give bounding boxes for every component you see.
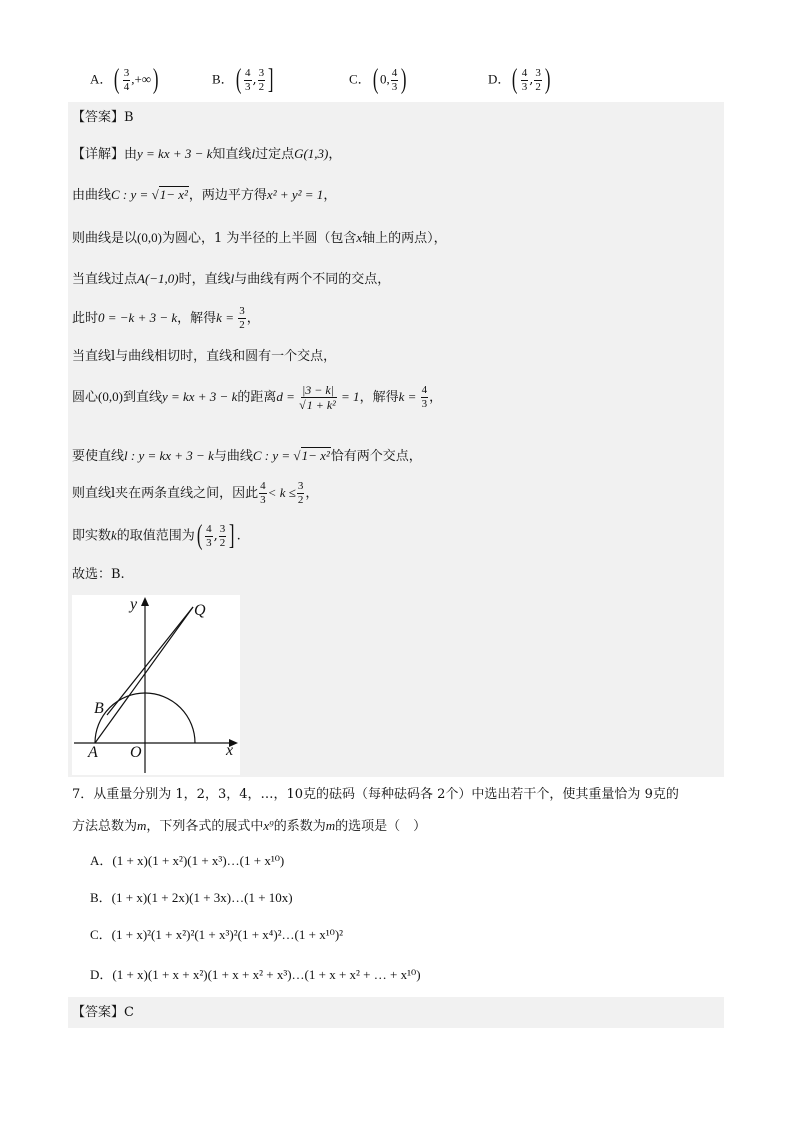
q7-stem-2: 方法总数为m，下列各式的展式中x⁹的系数为m的选项是（ ） [72,818,427,834]
line-aq [95,607,193,743]
point-q-label: Q [194,602,206,619]
option-c: C．( 0, $\frac{4}{3}$ ) [349,64,407,95]
origin-label: O [130,744,142,761]
detail-line-7: 圆心(0,0)到直线y = kx + 3 − k的距离d = $\frac{|3 - k|}{\text{√1 + k²}}$ = 1，解得k = $\frac{4}{3}$ ， [72,383,443,412]
answer-6: 【答案】B [72,110,134,125]
q7-stem-1: 7．从重量分别为 1，2，3，4，…，10克的砝码（每种砝码各 2个）中选出若干个，使其重量恰为 9克的 [72,787,679,802]
y-axis-label: y [130,596,138,613]
detail-line-8: 要使直线l : y = kx + 3 − k与曲线C : y = √1− x²恰有两个交点， [72,448,422,464]
detail-line-9: 则直线l夹在两条直线之间，因此 $\frac{4}{3}$ < k ≤ $\frac{3}{2}$ ， [72,480,319,506]
conclusion: 故选：B. [72,567,125,582]
detail-line-5: 此时0 = −k + 3 − k，解得k = $\frac{3}{2}$ ， [72,305,260,331]
answer7-background [68,997,724,1028]
q7-option-c: C．(1 + x)²(1 + x²)²(1 + x³)²(1 + x⁴)²…(1 + x¹⁰)² [90,927,344,942]
point-a-label: A [88,744,98,761]
option-d: D．( $\frac{4}{3}$ , $\frac{3}{2}$ ) [488,64,551,95]
detail-line-6: 当直线l与曲线相切时，直线和圆有一个交点， [72,349,337,364]
option-b: B．( $\frac{4}{3}$ , $\frac{3}{2}$ ] [212,64,274,95]
x-axis-label: x [226,742,234,759]
point-b-label: B [94,700,104,717]
detail-line-1: 【详解】由y = kx + 3 − k知直线l过定点G(1,3)， [72,146,342,162]
detail-line-4: 当直线过点A(−1,0)时，直线l与曲线有两个不同的交点， [72,271,391,287]
y-axis-arrow [141,597,149,606]
detail-line-2: 由曲线C : y = √1− x²，两边平方得x² + y² = 1， [72,187,337,203]
line-bq [107,607,193,715]
geometry-figure [72,595,240,775]
detail-line-10: 即实数k的取值范围为( $\frac{4}{3}$ , $\frac{3}{2}$ ] . [72,520,241,551]
q7-option-b: B．(1 + x)(1 + 2x)(1 + 3x)…(1 + 10x) [90,890,293,905]
answer-7: 【答案】C [72,1005,134,1020]
detail-line-3: 则曲线是以(0,0)为圆心，1 为半径的上半圆（包含x轴上的两点）， [72,230,447,246]
figure-panel [72,595,240,775]
q7-option-a: A．(1 + x)(1 + x²)(1 + x³)…(1 + x¹⁰) [90,853,285,868]
option-a: A．( $\frac{3}{4}$ ,+∞) [90,64,159,95]
q7-option-d: D．(1 + x)(1 + x + x²)(1 + x + x² + x³)…(1 + x + x² + … + x¹⁰) [90,967,421,982]
